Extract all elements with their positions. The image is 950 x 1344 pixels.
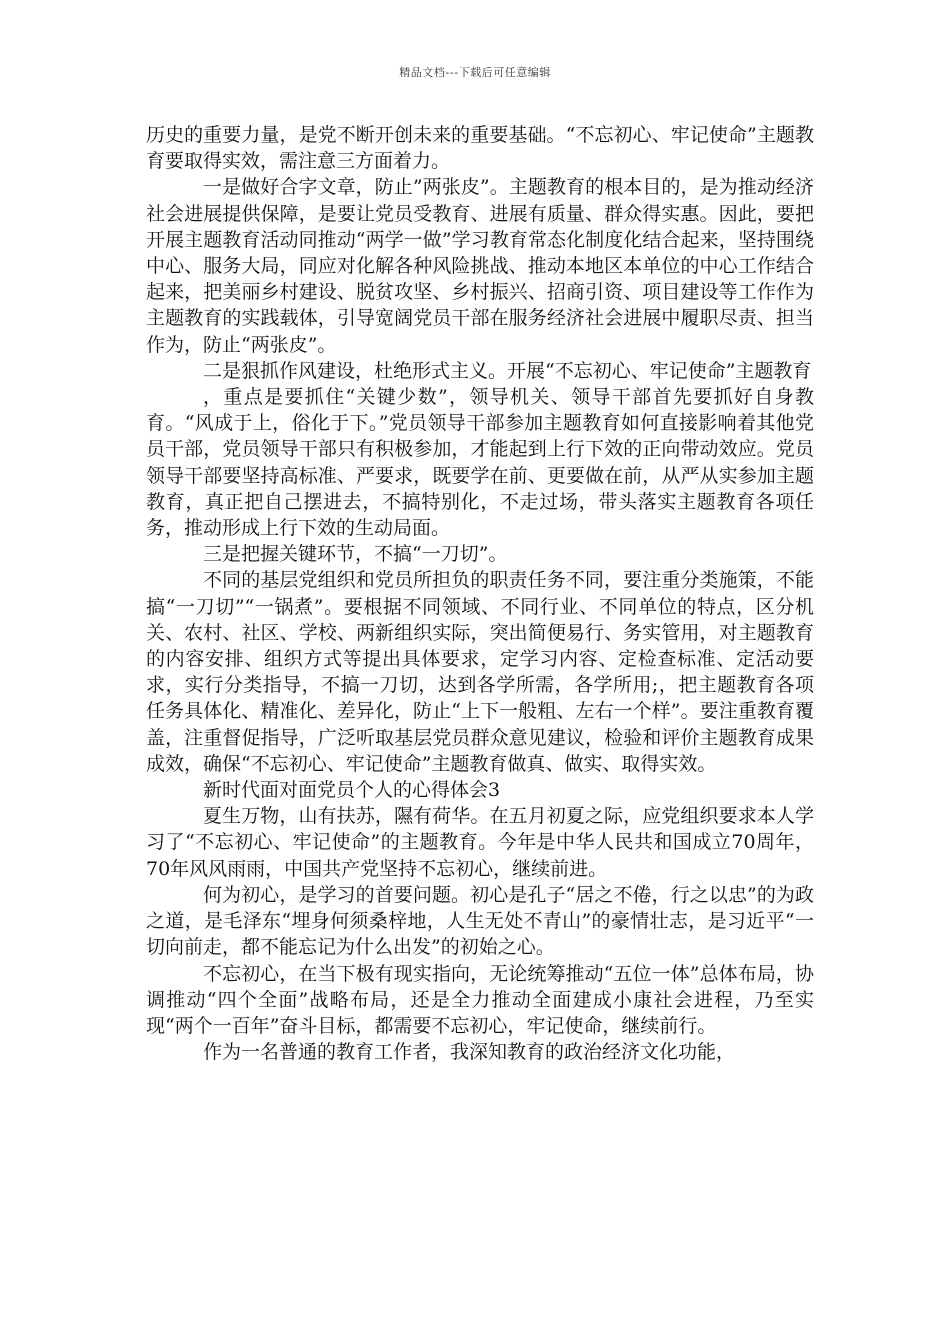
paragraph: 历史的重要力量，是党不断开创未来的重要基础。“不忘初心、牢记使命”主题教育要取得实效，需注意三方面着力。 (146, 124, 814, 173)
paragraph: 一是做好合字文章，防止”两张皮”。主题教育的根本目的，是为推动经济社会进展提供保障，是要让党员受教育、进展有质量、群众得实惠。因此，要把开展主题教育活动同推动“两学一做”学习教育常态化制度化结合起来，坚持围绕中心、服务大局，同应对化解各种风险挑战、推动本地区本单位的中心工作结合起来，把美丽乡村建设、脱贫攻坚、乡村振兴、招商引资、项目建设等工作作为主题教育的实践载体，引导宽阔党员干部在服务经济社会进展中履职尽责、担当作为，防止“两张皮”。 (146, 176, 814, 356)
paragraph: 二是狠抓作风建设，杜绝形式主义。开展“不忘初心、牢记使命”主题教育 (203, 359, 812, 382)
paragraph: 何为初心，是学习的首要问题。初心是孔子“居之不倦，行之以忠”的为政之道，是毛泽东“埋身何须桑梓地，人生无处不青山”的豪情壮志，是习近平“一切向前走，都不能忘记为什么出发”的初始之心。 (146, 883, 814, 959)
paragraph: 不同的基层党组织和党员所担负的职责任务不同，要注重分类施策，不能搞“一刀切”“一锅煮”。要根据不同领域、不同行业、不同单位的特点，区分机关、农村、社区、学校、两新组织实际，突出简便易行、务实管用，对主题教育的内容安排、组织方式等提出具体要求，定学习内容、定检查标准、定活动要求，实行分类指导，不搞一刀切，达到各学所需，各学所用;，把主题教育各项任务具体化、精准化、差异化，防止“上下一般粗、左右一个样”。要注重教育覆盖，注重督促指导，广泛听取基层党员群众意见建议，检验和评价主题教育成果成效，确保“不忘初心、牢记使命”主题教育做真、做实、取得实效。 (146, 569, 814, 775)
paragraph: 夏生万物，山有扶苏，隰有荷华。在五月初夏之际，应党组织要求本人学习了“不忘初心、牢记使命”的主题教育。今年是中华人民共和国成立70周年，70年风风雨雨，中国共产党坚持不忘初心，继续前进。 (146, 805, 814, 880)
paragraph: 不忘初心，在当下极有现实指向，无论统筹推动“五位一体”总体布局，协调推动“四个全面”战略布局，还是全力推动全面建成小康社会进程，乃至实现“两个一百年”奋斗目标，都需要不忘初心，牢记使命，继续前行。 (146, 962, 814, 1037)
paragraph: 三是把握关键环节，不搞“一刀切”。 (203, 543, 508, 566)
document-body (146, 122, 814, 1065)
section-heading: 新时代面对面党员个人的心得体会3 (203, 779, 501, 802)
paragraph: 作为一名普通的教育工作者，我深知教育的政治经济文化功能， (203, 1041, 736, 1064)
paragraph: ，重点是要抓住“关键少数”，领导机关、领导干部首先要抓好自身教育。“风成于上，俗化于下。”党员领导干部参加主题教育如何直接影响着其他党员干部，党员领导干部只有积极参加，才能起到上行下效的正向带动效应。党员领导干部要坚持高标准、严要求，既要学在前、更要做在前，从严从实参加主题教育，真正把自己摆进去，不搞特别化，不走过场，带头落实主题教育各项任务，推动形成上行下效的生动局面。 (146, 386, 814, 540)
page-header: 精品文档---下载后可任意编辑 (399, 66, 551, 79)
